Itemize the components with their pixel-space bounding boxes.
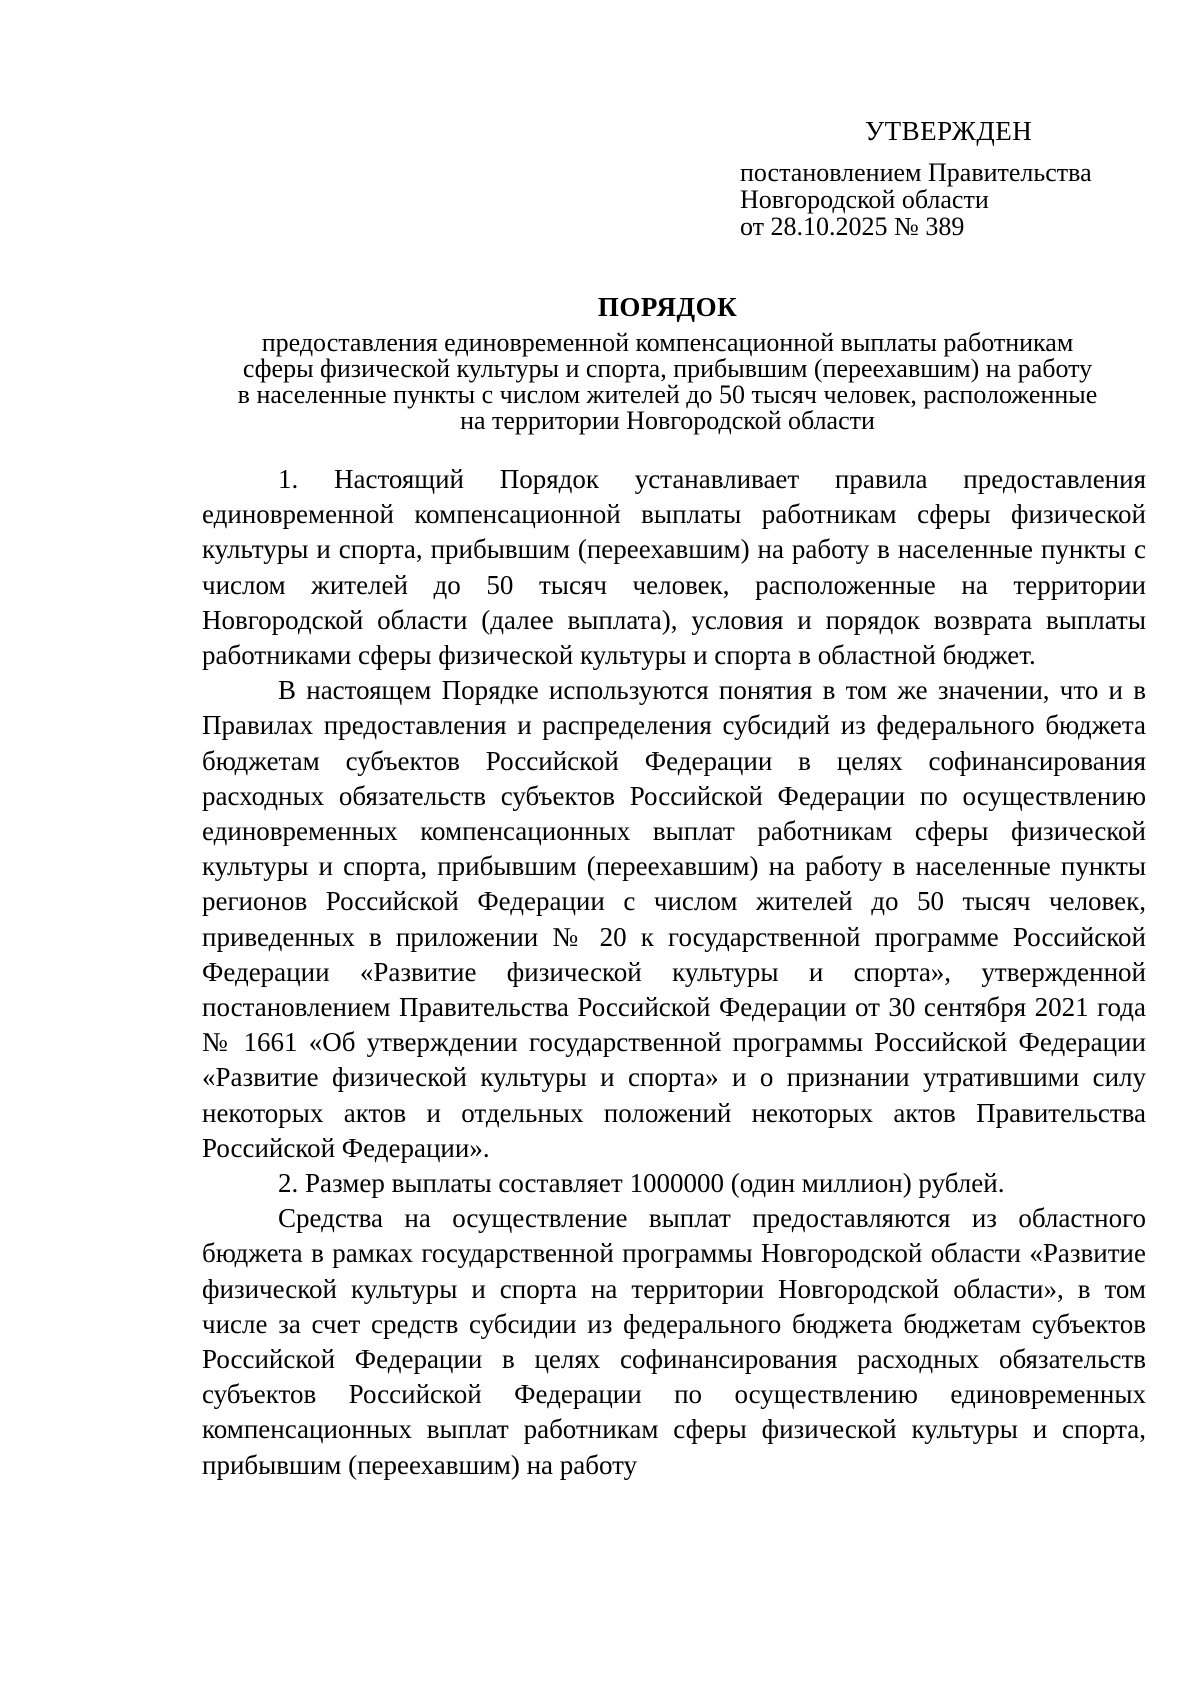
approval-stamp <box>740 118 1160 240</box>
approval-line-date-number: от 28.10.2025 № 389 <box>740 212 965 241</box>
document-subtitle <box>190 330 1145 434</box>
subtitle-line: предоставления единовременной компенсационной выплаты работникам <box>261 328 1074 357</box>
document-title-block <box>190 292 1145 434</box>
document-body <box>202 462 1146 1483</box>
paragraph-2: 2. Размер выплаты составляет 1000000 (один миллион) рублей. <box>278 1168 1005 1199</box>
subtitle-line: на территории Новгородской области <box>460 406 875 435</box>
document-title: ПОРЯДОК <box>597 292 738 322</box>
approval-line-resolution: постановлением Правительства <box>740 158 1092 187</box>
paragraph-1: 1. Настоящий Порядок устанавливает правила предоставления единовременной компенсационной выплаты работникам сферы физической культуры и спорта, прибывшим (переехавшим) на работу в населенные пункты с числом жителей до 50 тысяч человек, расположенные на территории Новгородской области (далее выплата), условия и порядок возврата выплаты работниками сферы физической культуры и спорта в областной бюджет. <box>202 464 1146 671</box>
paragraph-funding: Средства на осуществление выплат предоставляются из областного бюджета в рамках государственной программы Новгородской области «Развитие физической культуры и спорта на территории Новгородской области», в том числе за счет средств субсидии из федерального бюджета бюджетам субъектов Российской Федерации в целях софинансирования расходных обязательств субъектов Российской Федерации по осуществлению единовременных компенсационных выплат работникам сферы физической культуры и спорта, прибывшим (переехавшим) на работу <box>202 1203 1146 1480</box>
approval-line-region: Новгородской области <box>740 185 989 214</box>
paragraph-definitions: В настоящем Порядке используются понятия в том же значении, что и в Правилах предоставления и распределения субсидий из федерального бюджета бюджетам субъектов Российской Федерации в целях софинансирования расходных обязательств субъектов Российской Федерации по осуществлению единовременных компенсационных выплат работникам сферы физической культуры и спорта, прибывшим (переехавшим) на работу в населенные пункты регионов Российской Федерации с числом жителей до 50 тысяч человек, приведенных в приложении № 20 к государственной программе Российской Федерации «Развитие физической культуры и спорта», утвержденной постановлением Правительства Российской Федерации от 30 сентября 2021 года № 1661 «Об утверждении государственной программы Российской Федерации «Развитие физической культуры и спорта» и о признании утратившими силу некоторых актов и отдельных положений некоторых актов Правительства Российской Федерации». <box>202 675 1146 1163</box>
approval-heading: УТВЕРЖДЕН <box>865 116 1033 146</box>
subtitle-line: сферы физической культуры и спорта, прибывшим (переехавшим) на работу <box>242 354 1093 383</box>
subtitle-line: в населенные пункты с числом жителей до 50 тысяч человек, расположенные <box>237 380 1098 409</box>
